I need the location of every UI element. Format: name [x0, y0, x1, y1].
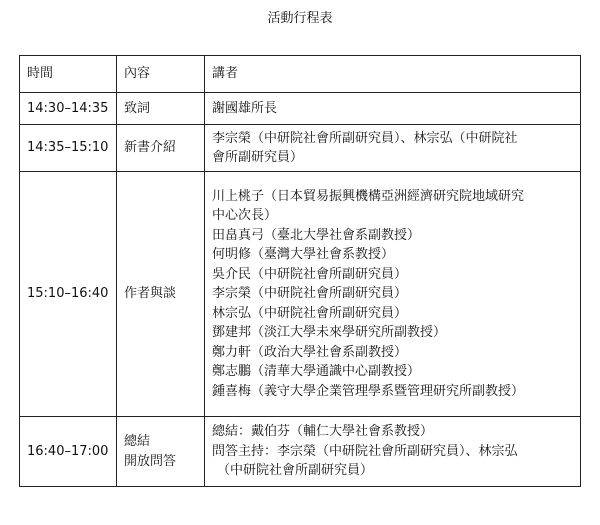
- content-line: 致詞: [124, 100, 151, 116]
- speaker-line: 林宗弘（中研院社會所副研究員）: [212, 305, 408, 321]
- speaker-line: 會所副研究員）: [212, 150, 304, 165]
- table-header-row: [20, 56, 581, 93]
- content-line: 作者與談: [124, 286, 177, 302]
- speaker-cell: [205, 417, 581, 487]
- speaker-line: 吳介民（中研院社會所副研究員）: [212, 266, 408, 282]
- content-cell: [117, 417, 205, 487]
- content-cell: [117, 125, 205, 172]
- speaker-line: 鄧建邦（淡江大學未來學研究所副教授）: [212, 325, 447, 341]
- speaker-line: 鄭力軒（政治大學社會系副教授）: [212, 344, 408, 360]
- speaker-line: 問答主持：李宗榮（中研院社會所副研究員）、林宗弘: [212, 443, 518, 459]
- speaker-cell: [205, 93, 581, 125]
- table-row: [20, 125, 581, 172]
- content-line: 開放問答: [124, 453, 177, 469]
- time-cell: 16:40–17:00: [20, 417, 117, 487]
- speaker-line: 中心次長）: [212, 208, 278, 224]
- speaker-line: 何明修（臺灣大學社會系教授）: [212, 247, 395, 263]
- speaker-line: 李宗榮（中研院社會所副研究員）: [212, 286, 408, 302]
- header-content: 內容: [117, 56, 205, 93]
- table-row: [20, 417, 581, 487]
- header-time: 時間: [20, 56, 117, 93]
- time-cell: 14:30–14:35: [20, 93, 117, 125]
- table-row: [20, 172, 581, 417]
- speaker-line: （中研院社會所副研究員）: [217, 463, 374, 479]
- speaker-line: 總結：戴伯芬（輔仁大學社會系教授）: [212, 424, 434, 440]
- content-line: 總結: [124, 434, 151, 449]
- speaker-line: 田畠真弓（臺北大學社會系副教授）: [212, 227, 421, 243]
- table-row: [20, 93, 581, 125]
- speaker-line: 川上桃子（日本貿易振興機構亞洲經濟研究院地域研究: [212, 188, 525, 204]
- speaker-line: 鄭志鵬（清華大學通識中心副教授）: [212, 364, 421, 380]
- content-cell: [117, 93, 205, 125]
- speaker-cell: [205, 125, 581, 172]
- speaker-line: 李宗榮（中研院社會所副研究員）、林宗弘（中研院社: [212, 130, 518, 146]
- speaker-line: 鍾喜梅（義守大學企業管理學系暨管理研究所副教授）: [212, 383, 525, 399]
- schedule-table: [19, 55, 581, 487]
- page-title: 活動行程表: [267, 11, 333, 26]
- speaker-line: 謝國雄所長: [212, 100, 278, 116]
- time-cell: 15:10–16:40: [20, 172, 117, 417]
- header-speaker: 講者: [205, 56, 581, 93]
- speaker-cell: [205, 172, 581, 417]
- content-line: 新書介紹: [124, 140, 177, 156]
- content-cell: [117, 172, 205, 417]
- time-cell: 14:35–15:10: [20, 125, 117, 172]
